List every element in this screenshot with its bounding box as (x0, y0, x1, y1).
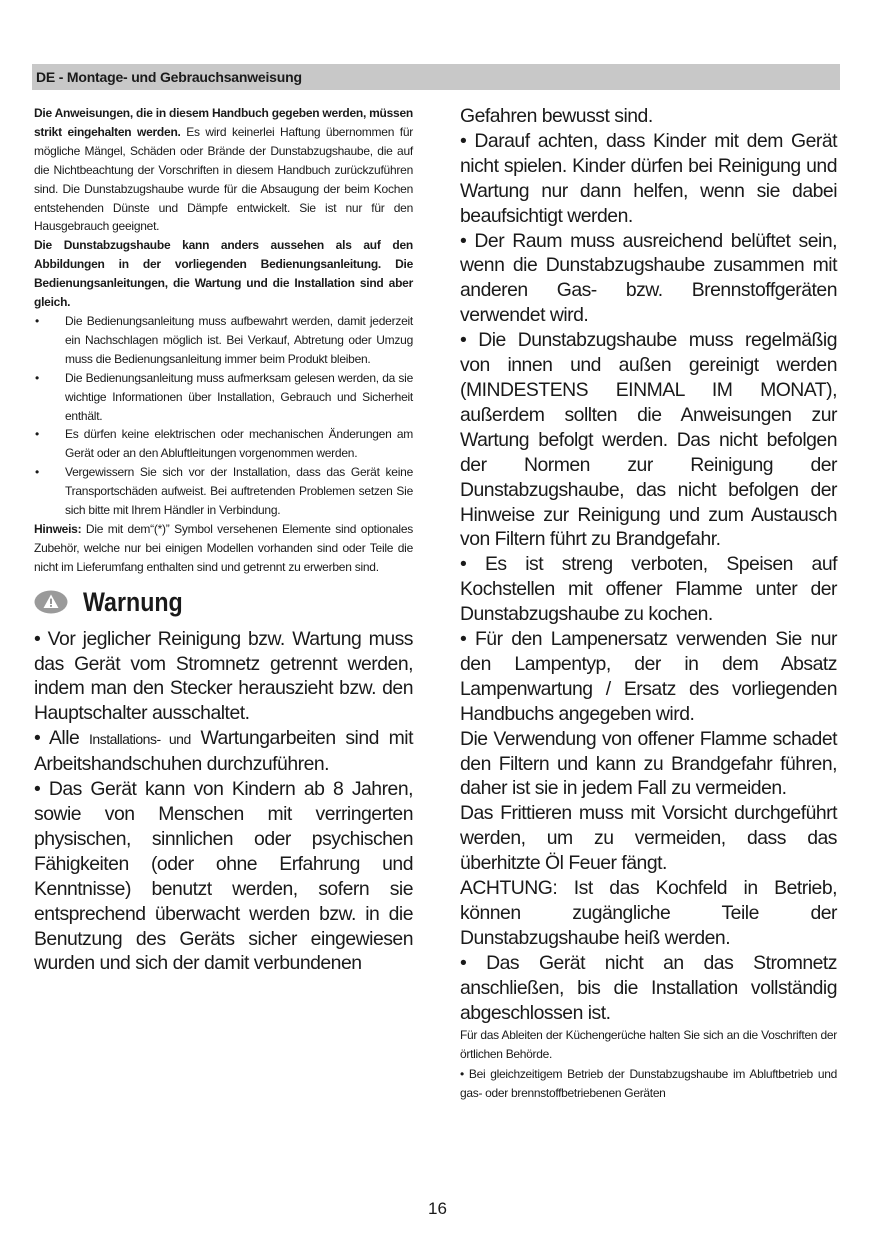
intro-bold-1: Die Anweisungen, die in diesem Handbuch gegeben werden, müssen strikt eingehalten werden. (34, 106, 413, 139)
section-header-bar (32, 64, 840, 90)
warning-title: Warnung (83, 586, 183, 617)
bullet-dot: • (35, 313, 39, 328)
note-text: Die mit dem“(*)” Symbol versehenen Elemente sind optionales Zubehör, welche nur bei einigen Modellen vorhanden sind oder Teile die nicht im Lieferumfang enthalten sind und getrennt zu erwerben sind. (34, 521, 413, 574)
list-item-text: Vergewissern Sie sich vor der Installation, dass das Gerät keine Transportschäden aufweist. Bei auftretenden Problemen setzen Sie sich bitte mit Ihrem Händler in Verbindung. (65, 465, 413, 518)
right-paragraph-3: • Die Dunstabzugshaube muss regelmäßig von innen und außen gereinigt werden (MINDESTENS EINMAL IM MONAT), außerdem sollten die Anweisungen zur Wartung befolgt werden. Das nicht befolgen der Normen zur Reinigung der Dunstabzugshaube, das nicht befolgen der Hinweise zur Reinigung und zum Austausch von Filtern führt zu Brandgefahr. (460, 329, 837, 551)
intro-paragraph-1 (34, 104, 413, 236)
list-item (34, 425, 413, 463)
left-column (34, 104, 413, 976)
list-item (34, 369, 413, 426)
warning-p2-small: Installations- und (89, 731, 191, 748)
list-item (34, 312, 413, 369)
warning-p2-start: • Alle (34, 727, 90, 750)
right-text (460, 104, 837, 1026)
intro-paragraph-2: Die Dunstabzugshaube kann anders aussehen als auf den Abbildungen in der vorliegenden Bedienungsanleitung. Die Bedienungsanleitungen, die Wartung und die Installation sind aber gleich. (34, 238, 413, 310)
right-paragraph-4: • Es ist streng verboten, Speisen auf Kochstellen mit offener Flamme unter der Dunstabzugshaube zu kochen. (460, 553, 837, 626)
intro-bullet-list (34, 312, 413, 520)
right-paragraph-8: ACHTUNG: Ist das Kochfeld in Betrieb, können zugängliche Teile der Dunstabzugshaube heiß werden. (460, 877, 837, 949)
list-item-text: Die Bedienungsanleitung muss aufbewahrt werden, damit jederzeit ein Nachschlagen möglich ist. Bei Verkauf, Abtretung oder Umzug muss die Bedienungsanleitung immer beim Produkt bleiben. (65, 313, 413, 366)
right-paragraph-9: • Das Gerät nicht an das Stromnetz anschließen, bis die Installation vollständig abgeschlossen ist. (460, 951, 837, 1024)
right-paragraph-5: • Für den Lampenersatz verwenden Sie nur den Lampentyp, der in dem Absatz Lampenwartung / Ersatz des vorliegenden Handbuchs angegeben wird. (460, 628, 837, 725)
note-label: Hinweis: (34, 521, 82, 536)
list-item-text: Die Bedienungsanleitung muss aufmerksam gelesen werden, da sie wichtige Informationen über Installation, Gebrauch und Sicherheit enthält. (65, 370, 413, 423)
right-paragraph-2: • Der Raum muss ausreichend belüftet sein, wenn die Dunstabzugshaube zusammen mit anderen Gas- bzw. Brennstoffgeräten verwendet wird. (460, 229, 837, 327)
note-paragraph (34, 520, 413, 577)
warning-paragraph-3: • Das Gerät kann von Kindern ab 8 Jahren, sowie von Menschen mit verringerten physischen, sinnlichen oder psychischen Fähigkeiten (oder ohne Erfahrung und Kenntnisse) benutzt werden, sofern sie entsprechend überwacht werden bzw. in die Benutzung des Geräts sicher eingewiesen wurden und sich der damit verbundenen (34, 778, 413, 975)
section-title: DE - Montage- und Gebrauchsanweisung (36, 69, 302, 85)
right-paragraph-10: Für das Ableiten der Küchengerüche halten Sie sich an die Voschriften der örtlichen Behörde. (460, 1027, 837, 1062)
page-number: 16 (428, 1199, 447, 1218)
warning-heading (34, 587, 413, 627)
warning-paragraph-2 (34, 726, 413, 777)
bullet-dot: • (35, 370, 39, 385)
right-paragraph-1: • Darauf achten, dass Kinder mit dem Gerät nicht spielen. Kinder dürfen bei Reinigung und Wartung nur dann helfen, wenn sie dabei beaufsichtigt werden. (460, 129, 837, 227)
right-paragraph-0: Gefahren bewusst sind. (460, 105, 653, 127)
intro-text (34, 104, 413, 577)
list-item-text: Es dürfen keine elektrischen oder mechanischen Änderungen am Gerät oder an den Abluftleitungen vorgenommen werden. (65, 427, 413, 461)
bullet-dot: • (35, 465, 39, 480)
right-small-text (460, 1026, 837, 1104)
warning-text (34, 627, 413, 977)
bullet-dot: • (35, 427, 39, 442)
right-column (460, 104, 837, 1104)
right-paragraph-11: • Bei gleichzeitigem Betrieb der Dunstabzugshaube im Abluftbetrieb und gas- oder brennstoffbetriebenen Geräten (460, 1066, 837, 1101)
warning-paragraph-1: • Vor jeglicher Reinigung bzw. Wartung muss das Gerät vom Stromnetz getrennt werden, indem man den Stecker herauszieht bzw. den Hauptschalter ausschaltet. (34, 627, 413, 725)
list-item (34, 463, 413, 520)
warning-p2-end: Wartungarbeiten sind mit Arbeitshandschuhen durchzuführen. (34, 727, 414, 776)
intro-text-1: Es wird keinerlei Haftung übernommen für mögliche Mängel, Schäden oder Brände der Dunstabzugshaube, die auf die Nichtbeachtung der Vorschriften in diesem Handbuch zurückzuführen sind. Die Dunstabzugshaube wurde für die Absaugung der beim Kochen entstehenden Dünste und Dämpfe entwickelt. Sie ist nur für den Hausgebrauch geeignet. (34, 124, 413, 234)
right-paragraph-6: Die Verwendung von offener Flamme schadet den Filtern und kann zu Brandgefahr führen, daher ist sie in jedem Fall zu vermeiden. (460, 727, 837, 800)
warning-icon (34, 590, 68, 614)
right-paragraph-7: Das Frittieren muss mit Vorsicht durchgeführt werden, um zu vermeiden, dass das überhitzte Öl Feuer fängt. (460, 802, 837, 875)
